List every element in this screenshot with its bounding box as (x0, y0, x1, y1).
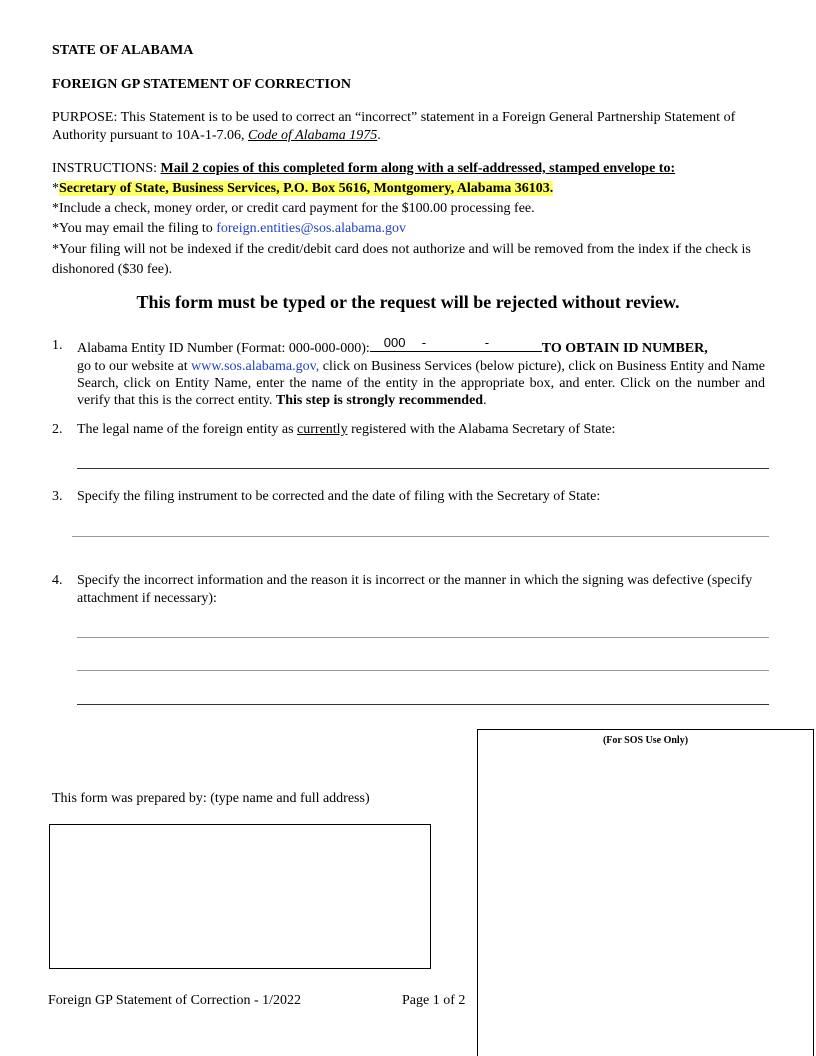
item-1 (77, 337, 765, 409)
entity-id-dash-2: - (484, 335, 490, 350)
item-1-period: . (483, 393, 487, 408)
item-1-steps: click on Business Services (below picture), click on Business Entity and Name Search, click on Entity Name, enter the name of the entity in the appropriate box, and enter. Click on the number and verify that this is the correct entity. (77, 359, 765, 408)
item-2-text-b: registered with the Alabama Secretary of State: (347, 422, 616, 437)
item-4-number: 4. (52, 573, 63, 588)
item-3-number: 3. (52, 489, 63, 504)
correction-line-1[interactable] (77, 637, 769, 638)
item-2-number: 2. (52, 422, 63, 437)
email-link[interactable]: foreign.entities@sos.alabama.gov (216, 221, 407, 236)
entity-id-label: Alabama Entity ID Number (Format: 000-000-000): (77, 341, 370, 356)
address-line (52, 180, 764, 200)
state-heading: STATE OF ALABAMA (52, 43, 194, 58)
filing-instrument-line[interactable] (72, 536, 769, 537)
item-1-instructions (77, 358, 765, 409)
strong-recommendation: This step is strongly recommended (275, 393, 484, 408)
item-1-number: 1. (52, 338, 63, 353)
code-reference: Code of Alabama 1975 (247, 127, 378, 143)
footer-page-number: Page 1 of 2 (402, 993, 466, 1008)
entity-id-prefill: 000 (383, 335, 406, 350)
instructions-block (52, 160, 764, 280)
item-2-currently: currently (297, 422, 348, 437)
typed-warning: This form must be typed or the request will be rejected without review. (136, 292, 680, 312)
item-3-text: Specify the filing instrument to be corrected and the date of filing with the Secretary of State: (77, 489, 601, 504)
website-prefix: go to our website at (77, 359, 192, 374)
purpose-period: . (377, 127, 381, 143)
footer-form-name: Foreign GP Statement of Correction - 1/2022 (48, 993, 301, 1008)
entity-id-dash-1: - (421, 335, 427, 350)
obtain-id-label: TO OBTAIN ID NUMBER, (541, 341, 708, 356)
index-line: *Your filing will not be indexed if the credit/debit card does not authorize and will be removed from the index if the check is dishonored ($30 fee). (52, 242, 751, 277)
purpose-text: PURPOSE: This Statement is to be used to correct an “incorrect” statement in a Foreign General Partnership Statement of Authority pursuant to 10A-1-7.06, (52, 110, 736, 143)
sos-website-link[interactable]: www.sos.alabama.gov, (191, 359, 320, 374)
sos-use-label: (For SOS Use Only) (602, 735, 689, 746)
legal-name-line[interactable] (77, 468, 769, 469)
purpose-paragraph (52, 109, 764, 144)
sos-use-box (477, 729, 814, 1056)
correction-line-2[interactable] (77, 670, 769, 671)
entity-id-input[interactable] (370, 337, 542, 352)
prepared-by-label: This form was prepared by: (type name and full address) (52, 791, 370, 806)
email-prefix: *You may email the filing to (52, 221, 217, 236)
correction-line-3[interactable] (77, 704, 769, 705)
fee-line: *Include a check, money order, or credit card payment for the $100.00 processing fee. (52, 201, 535, 216)
item-2 (77, 421, 765, 439)
prepared-by-box[interactable] (49, 824, 431, 969)
instructions-label: INSTRUCTIONS: (52, 161, 161, 176)
mailing-address: Secretary of State, Business Services, P.O. Box 5616, Montgomery, Alabama 36103. (59, 181, 554, 196)
instructions-line (52, 160, 764, 180)
item-2-text-a: The legal name of the foreign entity as (77, 422, 298, 437)
address-star: * (52, 181, 59, 196)
email-line (52, 220, 764, 240)
form-title: FOREIGN GP STATEMENT OF CORRECTION (52, 77, 351, 92)
item-4-text: Specify the incorrect information and the reason it is incorrect or the manner in which the signing was defective (specify attachment if necessary): (77, 573, 753, 606)
mail-instructions: Mail 2 copies of this completed form along with a self-addressed, stamped envelope to: (160, 161, 676, 176)
